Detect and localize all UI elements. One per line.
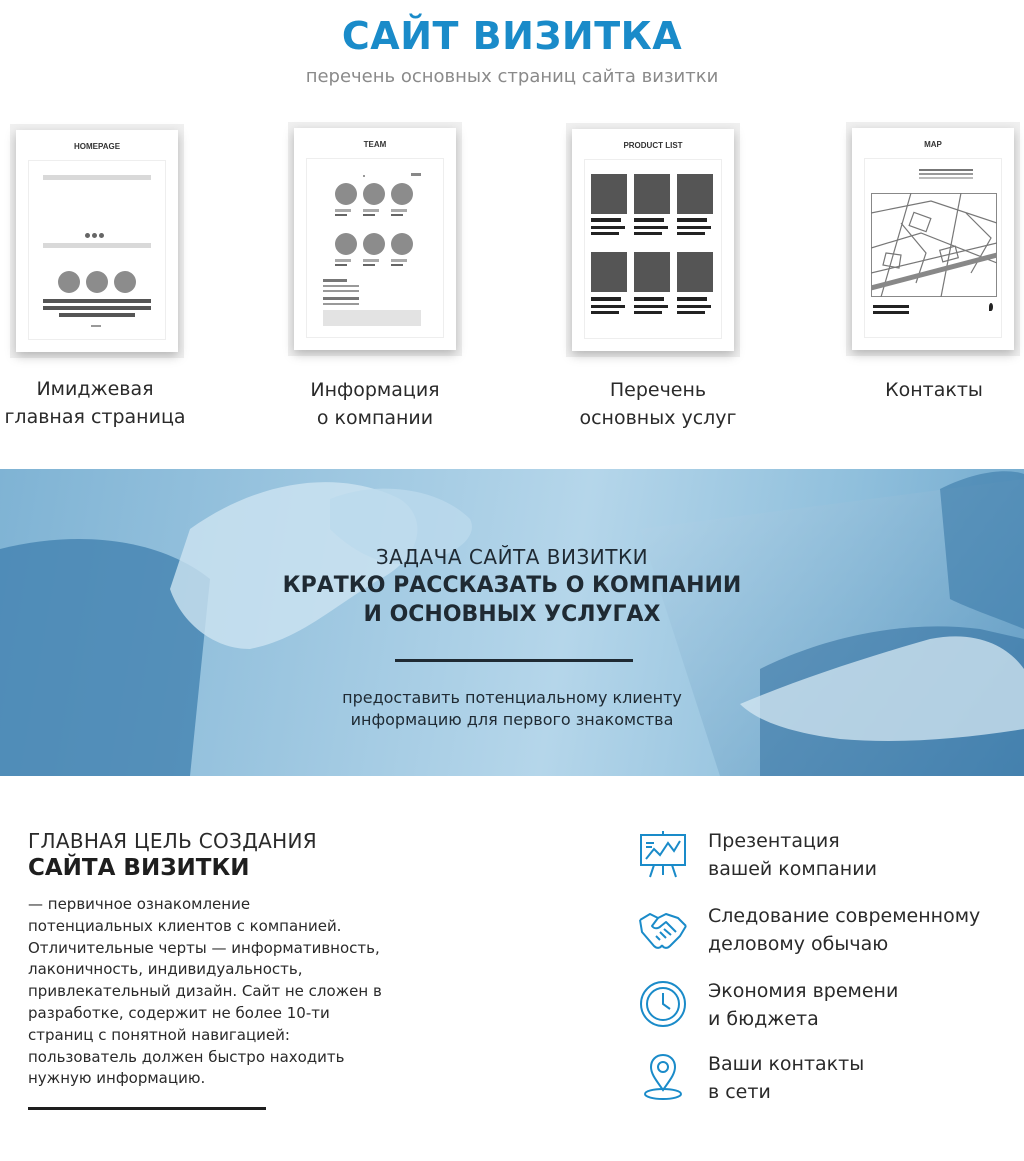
hero-kicker: ЗАДАЧА САЙТА ВИЗИТКИ <box>375 545 649 569</box>
page-subtitle: перечень основных страниц сайта визитки <box>305 66 719 87</box>
goal-line: Отличительные черты — информативность, <box>28 938 380 957</box>
hero-description <box>0 687 1024 731</box>
feature-line2: вашей компании <box>708 858 877 880</box>
goal-line: лаконичность, индивидуальность, <box>28 960 303 979</box>
location-pin-icon <box>636 1050 690 1104</box>
product-list-label-line2: основных услуг <box>579 407 737 429</box>
map-label <box>839 376 1024 404</box>
homepage-label-line2: главная страница <box>4 406 186 428</box>
hero-desc-line2: информацию для первого знакомства <box>350 710 674 729</box>
mockup-tag: PRODUCT LIST <box>623 141 683 150</box>
feature-contacts <box>636 1050 1016 1110</box>
hero-desc-line1: предоставить потенциальному клиенту <box>342 688 682 707</box>
goal-line: страниц с понятной навигацией: <box>28 1025 290 1044</box>
mockup-canvas <box>28 160 166 340</box>
hero-title <box>0 571 1024 629</box>
homepage-label-line1: Имиджевая <box>36 378 154 400</box>
goal-line: привлекательный дизайн. Сайт не сложен в <box>28 982 382 1001</box>
team-label <box>280 376 470 432</box>
page-title: САЙТ ВИЗИТКА <box>341 14 683 58</box>
hero-divider <box>395 659 633 662</box>
goal-kicker: ГЛАВНАЯ ЦЕЛЬ СОЗДАНИЯ <box>28 829 317 853</box>
map-label-line1: Контакты <box>885 379 983 401</box>
goal-title: САЙТА ВИЗИТКИ <box>28 855 250 881</box>
feature-line1: Экономия времени <box>708 980 899 1002</box>
feature-line1: Ваши контакты <box>708 1053 865 1075</box>
feature-presentation <box>636 827 1016 887</box>
product-list-label <box>563 376 753 432</box>
team-label-line2: о компании <box>316 407 434 429</box>
homepage-mockup <box>16 130 178 352</box>
presentation-icon <box>636 827 690 881</box>
hero-title-line2: И ОСНОВНЫХ УСЛУГАХ <box>363 602 661 627</box>
goal-line: — первичное ознакомление <box>28 895 251 913</box>
feature-line2: и бюджета <box>708 1008 819 1030</box>
city-map-graphic <box>871 193 997 297</box>
goal-line: пользователь должен быстро находить <box>28 1047 345 1066</box>
handshake-icon <box>636 902 690 956</box>
goal-line: нужную информацию. <box>28 1069 206 1088</box>
hero-title-line1: КРАТКО РАССКАЗАТЬ О КОМПАНИИ <box>282 573 742 598</box>
feature-business-custom <box>636 902 1016 962</box>
goal-line: потенциальных клиентов с компанией. <box>28 916 342 935</box>
homepage-label <box>0 375 190 431</box>
product-list-mockup <box>572 129 734 351</box>
feature-line1: Презентация <box>708 830 840 852</box>
feature-line2: в сети <box>708 1081 771 1103</box>
mockup-tag: MAP <box>924 140 942 149</box>
feature-text <box>708 902 980 958</box>
mockup-canvas <box>584 159 722 339</box>
feature-text <box>708 827 877 883</box>
goal-description <box>28 894 408 1090</box>
mockup-tag: HOMEPAGE <box>73 142 121 151</box>
map-mockup <box>852 128 1014 350</box>
mockup-canvas <box>864 158 1002 338</box>
team-label-line1: Информация <box>310 379 440 401</box>
hero-banner <box>0 469 1024 776</box>
team-mockup <box>294 128 456 350</box>
feature-text <box>708 977 898 1033</box>
product-list-label-line1: Перечень <box>609 379 707 401</box>
feature-line2: деловому обычаю <box>708 933 889 955</box>
feature-text <box>708 1050 864 1106</box>
clock-icon <box>636 977 690 1031</box>
goal-divider <box>28 1107 266 1110</box>
feature-line1: Следование современному <box>708 905 981 927</box>
mockup-canvas <box>306 158 444 338</box>
goal-line: разработке, содержит не более 10-ти <box>28 1003 330 1022</box>
mockup-tag: TEAM <box>363 140 387 149</box>
feature-save-time <box>636 977 1016 1037</box>
